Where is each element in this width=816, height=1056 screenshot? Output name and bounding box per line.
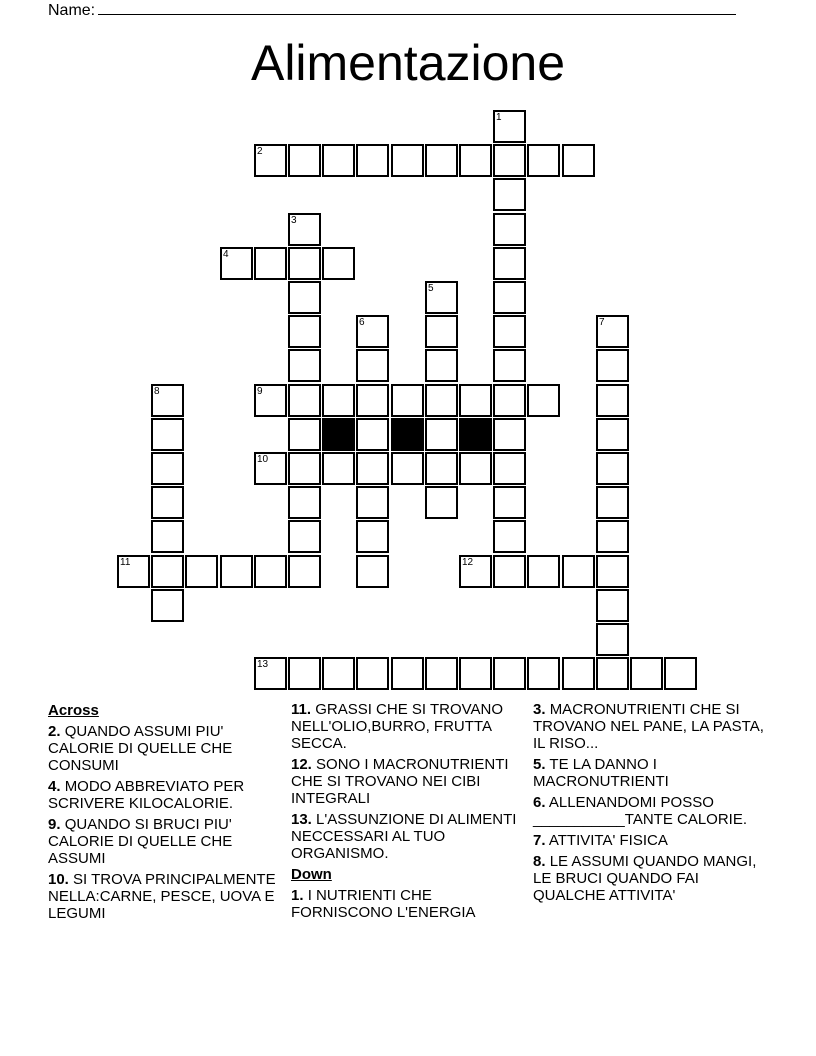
grid-cell[interactable]	[254, 144, 287, 177]
grid-cell[interactable]	[596, 349, 629, 382]
grid-cell[interactable]	[356, 144, 389, 177]
grid-cell[interactable]	[562, 657, 595, 690]
black-cell	[322, 418, 355, 451]
grid-cell[interactable]	[527, 657, 560, 690]
grid-cell[interactable]	[459, 384, 492, 417]
down-heading: Down	[291, 866, 332, 883]
cell-number: 10	[257, 454, 269, 465]
grid-cell[interactable]	[596, 520, 629, 553]
grid-cell[interactable]	[425, 315, 458, 348]
grid-cell[interactable]	[151, 384, 184, 417]
grid-cell[interactable]	[493, 213, 526, 246]
grid-cell[interactable]	[151, 589, 184, 622]
grid-cell[interactable]	[117, 555, 150, 588]
grid-cell[interactable]	[493, 486, 526, 519]
clue-across-12: 12. SONO I MACRONUTRIENTI CHE SI TROVANO NEI CIBI INTEGRALI	[291, 756, 509, 807]
cell-number: 4	[223, 249, 229, 260]
grid-cell[interactable]	[322, 247, 355, 280]
grid-cell[interactable]	[493, 281, 526, 314]
cell-number: 9	[257, 386, 263, 397]
grid-cell[interactable]	[493, 555, 526, 588]
clue-down-7: 7. ATTIVITA' FISICA	[533, 832, 668, 849]
grid-cell[interactable]	[493, 247, 526, 280]
black-cell	[459, 418, 492, 451]
grid-cell[interactable]	[493, 349, 526, 382]
grid-cell[interactable]	[356, 657, 389, 690]
grid-cell[interactable]	[391, 657, 424, 690]
grid-cell[interactable]	[527, 144, 560, 177]
grid-cell[interactable]	[425, 657, 458, 690]
grid-cell[interactable]	[493, 144, 526, 177]
clue-across-9: 9. QUANDO SI BRUCI PIU' CALORIE DI QUELLE CHE ASSUMI	[48, 816, 233, 867]
grid-cell[interactable]	[185, 555, 218, 588]
grid-cell[interactable]	[562, 555, 595, 588]
grid-cell[interactable]	[322, 144, 355, 177]
grid-cell[interactable]	[527, 384, 560, 417]
grid-cell[interactable]	[425, 144, 458, 177]
grid-cell[interactable]	[288, 520, 321, 553]
cell-number: 12	[462, 557, 474, 568]
page-title: Alimentazione	[250, 35, 566, 91]
cell-number: 1	[496, 112, 502, 123]
grid-cell[interactable]	[151, 555, 184, 588]
grid-cell[interactable]	[322, 384, 355, 417]
clue-across-4: 4. MODO ABBREVIATO PER SCRIVERE KILOCALORIE.	[48, 778, 245, 812]
clue-column-2	[291, 701, 523, 925]
grid-cell[interactable]	[356, 384, 389, 417]
grid-cell[interactable]	[151, 418, 184, 451]
cell-number: 13	[257, 659, 269, 670]
grid-cell[interactable]	[425, 384, 458, 417]
grid-cell[interactable]	[425, 349, 458, 382]
grid-cell[interactable]	[425, 418, 458, 451]
grid-cell[interactable]	[493, 315, 526, 348]
grid-cell[interactable]	[596, 315, 629, 348]
grid-cell[interactable]	[493, 657, 526, 690]
grid-cell[interactable]	[356, 555, 389, 588]
grid-cell[interactable]	[288, 144, 321, 177]
grid-cell[interactable]	[151, 520, 184, 553]
clue-down-8: 8. LE ASSUMI QUANDO MANGI, LE BRUCI QUANDO FAI QUALCHE ATTIVITA'	[533, 853, 757, 904]
grid-cell[interactable]	[391, 384, 424, 417]
grid-cell[interactable]	[288, 657, 321, 690]
grid-cell[interactable]	[596, 555, 629, 588]
grid-cell[interactable]	[151, 452, 184, 485]
grid-cell[interactable]	[356, 486, 389, 519]
name-label: Name:	[48, 2, 96, 19]
grid-cell[interactable]	[356, 418, 389, 451]
grid-cell[interactable]	[459, 657, 492, 690]
grid-cell[interactable]	[425, 281, 458, 314]
grid-cell[interactable]	[288, 213, 321, 246]
grid-cell[interactable]	[630, 657, 663, 690]
grid-cell[interactable]	[493, 110, 526, 143]
grid-cell[interactable]	[425, 486, 458, 519]
grid-cell[interactable]	[459, 452, 492, 485]
clue-across-11: 11. GRASSI CHE SI TROVANO NELL'OLIO,BURRO, FRUTTA SECCA.	[291, 701, 504, 752]
grid-cell[interactable]	[493, 452, 526, 485]
grid-cell[interactable]	[254, 384, 287, 417]
grid-cell[interactable]	[596, 589, 629, 622]
grid-cell[interactable]	[288, 555, 321, 588]
grid-cell[interactable]	[391, 144, 424, 177]
grid-cell[interactable]	[288, 315, 321, 348]
clue-down-1: 1. I NUTRIENTI CHE FORNISCONO L'ENERGIA	[291, 887, 476, 921]
grid-cell[interactable]	[356, 315, 389, 348]
cell-number: 11	[120, 557, 131, 568]
grid-cell[interactable]	[493, 418, 526, 451]
clue-down-3: 3. MACRONUTRIENTI CHE SI TROVANO NEL PANE, LA PASTA, IL RISO...	[533, 701, 764, 752]
grid-cell[interactable]	[664, 657, 697, 690]
clue-column-1	[48, 700, 280, 926]
grid-cell[interactable]	[288, 452, 321, 485]
clue-down-5: 5. TE LA DANNO I MACRONUTRIENTI	[533, 756, 669, 790]
grid-cell[interactable]	[596, 486, 629, 519]
grid-cell[interactable]	[356, 349, 389, 382]
grid-cell[interactable]	[220, 247, 253, 280]
cell-number: 6	[359, 317, 365, 328]
grid-cell[interactable]	[288, 281, 321, 314]
grid-cell[interactable]	[322, 657, 355, 690]
grid-cell[interactable]	[596, 657, 629, 690]
across-heading: Across	[48, 702, 99, 719]
grid-cell[interactable]	[220, 555, 253, 588]
grid-cell[interactable]	[425, 452, 458, 485]
grid-cell[interactable]	[596, 418, 629, 451]
grid-cell[interactable]	[562, 144, 595, 177]
grid-cell[interactable]	[288, 384, 321, 417]
grid-cell[interactable]	[596, 623, 629, 656]
cell-number: 7	[599, 317, 605, 328]
cell-number: 5	[428, 283, 434, 294]
grid-cell[interactable]	[288, 418, 321, 451]
grid-cell[interactable]	[459, 555, 492, 588]
grid-cell[interactable]	[322, 452, 355, 485]
clue-down-6: 6. ALLENANDOMI POSSO ___________TANTE CALORIE.	[533, 794, 748, 828]
grid-cell[interactable]	[356, 452, 389, 485]
grid-cell[interactable]	[459, 144, 492, 177]
grid-cell[interactable]	[151, 486, 184, 519]
grid-cell[interactable]	[391, 452, 424, 485]
cell-number: 3	[291, 215, 297, 226]
grid-cell[interactable]	[596, 384, 629, 417]
grid-cell[interactable]	[254, 452, 287, 485]
grid-cell[interactable]	[596, 452, 629, 485]
clue-column-3	[533, 701, 765, 908]
cell-number: 2	[257, 146, 263, 157]
grid-cell[interactable]	[254, 247, 287, 280]
grid-cell[interactable]	[527, 555, 560, 588]
black-cell	[391, 418, 424, 451]
clue-across-10: 10. SI TROVA PRINCIPALMENTE NELLA:CARNE, PESCE, UOVA E LEGUMI	[48, 871, 276, 922]
grid-cell[interactable]	[288, 247, 321, 280]
grid-cell[interactable]	[356, 520, 389, 553]
grid-cell[interactable]	[288, 486, 321, 519]
cell-number: 8	[154, 386, 160, 397]
grid-cell[interactable]	[493, 384, 526, 417]
grid-cell[interactable]	[288, 349, 321, 382]
clue-across-13: 13. L'ASSUNZIONE DI ALIMENTI NECCESSARI AL TUO ORGANISMO.	[291, 811, 517, 862]
grid-cell[interactable]	[493, 520, 526, 553]
clue-across-2: 2. QUANDO ASSUMI PIU' CALORIE DI QUELLE CHE CONSUMI	[48, 723, 233, 774]
grid-cell[interactable]	[254, 657, 287, 690]
grid-cell[interactable]	[493, 178, 526, 211]
grid-cell[interactable]	[254, 555, 287, 588]
